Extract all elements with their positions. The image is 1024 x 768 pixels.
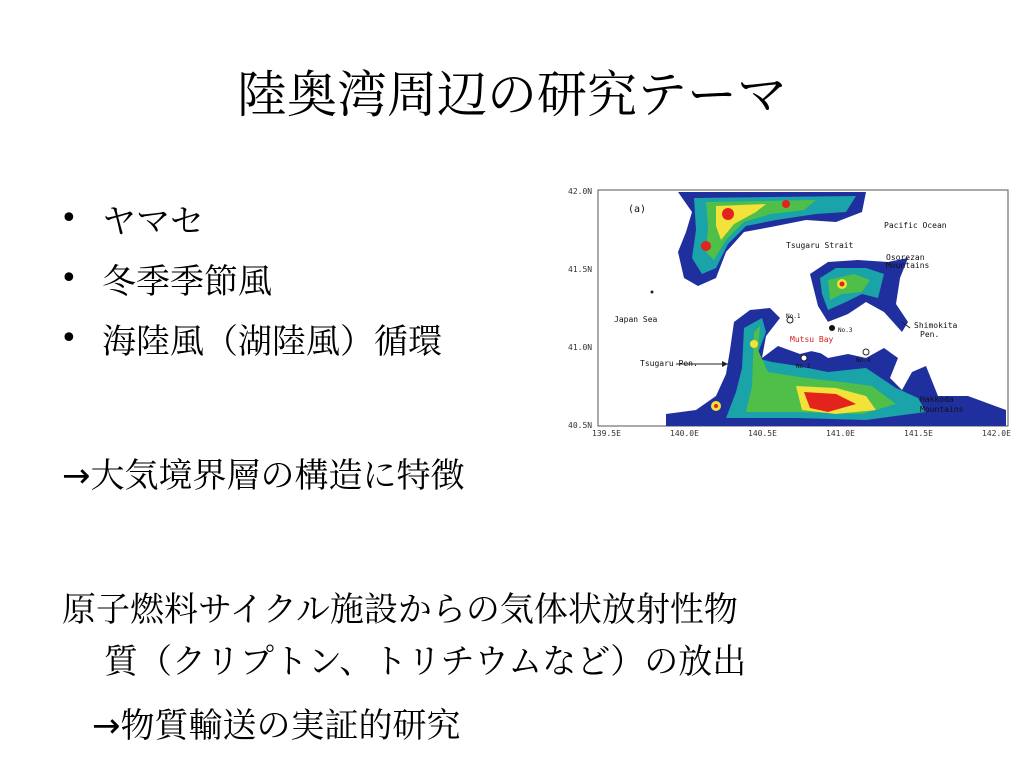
label-strait: Tsugaru Strait [786, 241, 854, 250]
label-hakkoda-1: Hakkoda [920, 395, 954, 404]
panel-label: (a) [628, 204, 647, 215]
island-dot [651, 291, 654, 294]
bullet-item-winter-monsoon [60, 248, 442, 308]
bullet-list [60, 188, 442, 368]
text-boundary-layer: →大気境界層の構造に特徴 [62, 456, 465, 496]
label-japan-sea: Japan Sea [614, 315, 658, 324]
label-no1: No.1 [786, 313, 801, 320]
bullet-item-yamase [60, 188, 442, 248]
label-osorezan-2: Mountains [886, 261, 930, 270]
bullet-item-sea-breeze [60, 308, 442, 368]
y-tick-40-5: 40.5N [568, 421, 593, 430]
label-no3: No.3 [838, 327, 853, 334]
bullet-text: ヤマセ [102, 201, 204, 242]
x-tick-140-0: 140.0E [670, 429, 699, 438]
topography-map [566, 182, 1018, 444]
x-tick-142-0: 142.0E [982, 429, 1011, 438]
x-tick-141-5: 141.5E [904, 429, 933, 438]
x-tick-141-0: 141.0E [826, 429, 855, 438]
label-hakkoda-2: Mountains [920, 405, 964, 414]
station-no4-marker [863, 349, 869, 355]
text-release-line2: 質（クリプトン、トリチウムなど）の放出 [104, 642, 747, 682]
bullet-marker: • [60, 200, 78, 236]
bullet-marker: • [60, 260, 78, 296]
label-shimokita-1: Shimokita [914, 321, 958, 330]
label-osorezan-1: Osorezan [886, 253, 925, 262]
y-tick-41-5: 41.5N [568, 265, 593, 274]
label-pacific: Pacific Ocean [884, 221, 947, 230]
text-transport: →物質輸送の実証的研究 [92, 706, 461, 746]
label-tsugaru-pen: Tsugaru Pen. [640, 359, 698, 368]
label-mutsu-bay: Mutsu Bay [790, 335, 834, 344]
bullet-text: 冬季季節風 [102, 261, 272, 302]
bullet-marker: • [60, 320, 78, 356]
slide-title: 陸奥湾周辺の研究テーマ [237, 66, 787, 124]
map-svg [566, 182, 1018, 444]
label-no2: No.2 [796, 363, 811, 370]
x-tick-139-5: 139.5E [592, 429, 621, 438]
text-release-line1: 原子燃料サイクル施設からの気体状放射性物 [62, 590, 738, 630]
y-tick-41-0: 41.0N [568, 343, 593, 352]
bullet-text: 海陸風（湖陸風）循環 [102, 321, 442, 362]
y-tick-42-0: 42.0N [568, 187, 593, 196]
label-no4: No.4 [856, 357, 871, 364]
station-no3-marker [829, 325, 835, 331]
label-shimokita-2: Pen. [920, 330, 940, 339]
x-tick-140-5: 140.5E [748, 429, 777, 438]
station-no2-marker [801, 355, 807, 361]
